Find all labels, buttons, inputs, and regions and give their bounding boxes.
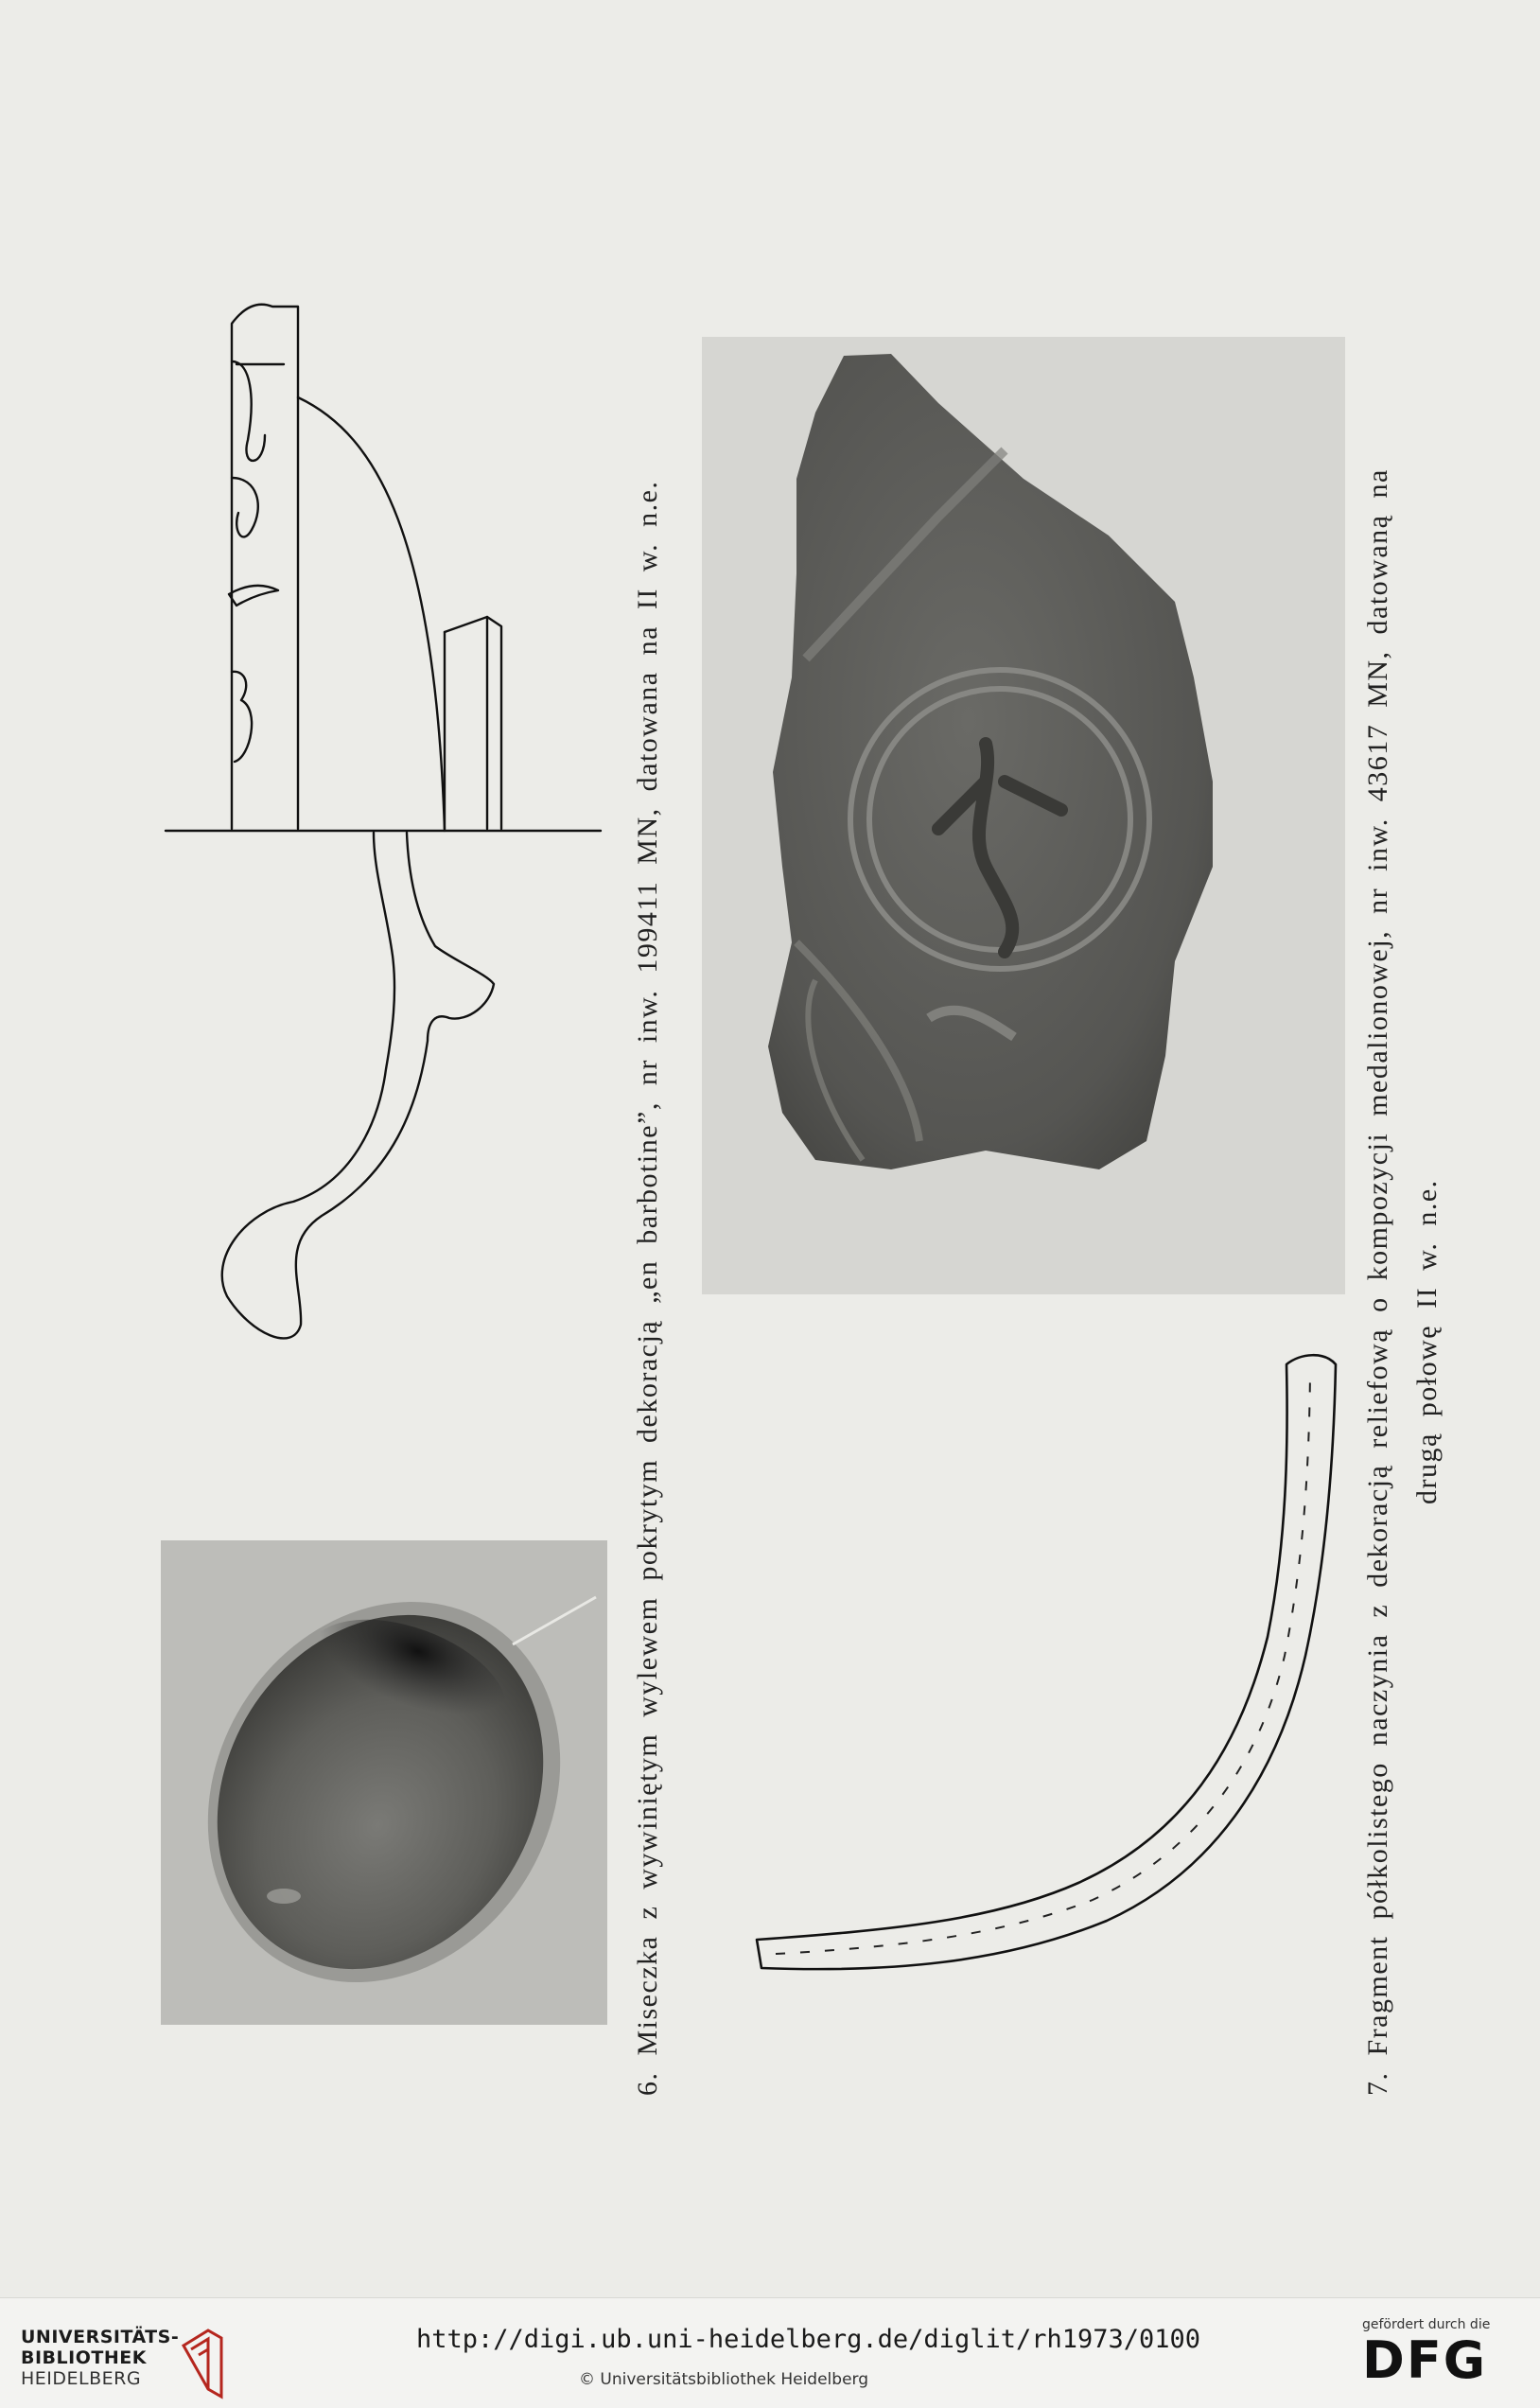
library-name-line2: BIBLIOTHEK [21,2347,147,2368]
dfg-sponsor-block[interactable] [1362,2317,1532,2402]
dfg-logo: DFG [1362,2330,1488,2390]
fragment-profile-drawing [747,1353,1353,2148]
library-name-line3: HEIDELBERG [21,2368,142,2389]
bowl-photograph [161,1540,607,2025]
source-url-link[interactable]: http://digi.ub.uni-heidelberg.de/diglit/rh1973/0100 [416,2325,1201,2354]
sponsor-label: gefördert durch die [1362,2317,1491,2332]
library-name-line1: UNIVERSITÄTS- [21,2327,180,2347]
figure-7-caption-line1: 7. Fragment półkolistego naczynia z dekoracją reliefową o kompozycji medalionowej, nr inw. 43617 MN, datowaną na [1362,468,1393,2096]
digitization-footer [0,2297,1540,2408]
library-mark-icon [180,2327,225,2400]
sherd-medallion-photograph [702,337,1345,1294]
bowl-profile-drawing [161,293,615,1362]
figure-7-caption-line2: drugą połowę II w. n.e. [1411,1179,1443,1504]
copyright-text: © Universitätsbibliothek Heidelberg [579,2370,869,2389]
figure-6-caption: 6. Miseczka z wywiniętym wylewem pokrytym dekoracją „en barbotine”, nr inw. 199411 MN, datowana na II w. n.e. [632,480,663,2096]
university-library-logo[interactable] [21,2327,229,2393]
